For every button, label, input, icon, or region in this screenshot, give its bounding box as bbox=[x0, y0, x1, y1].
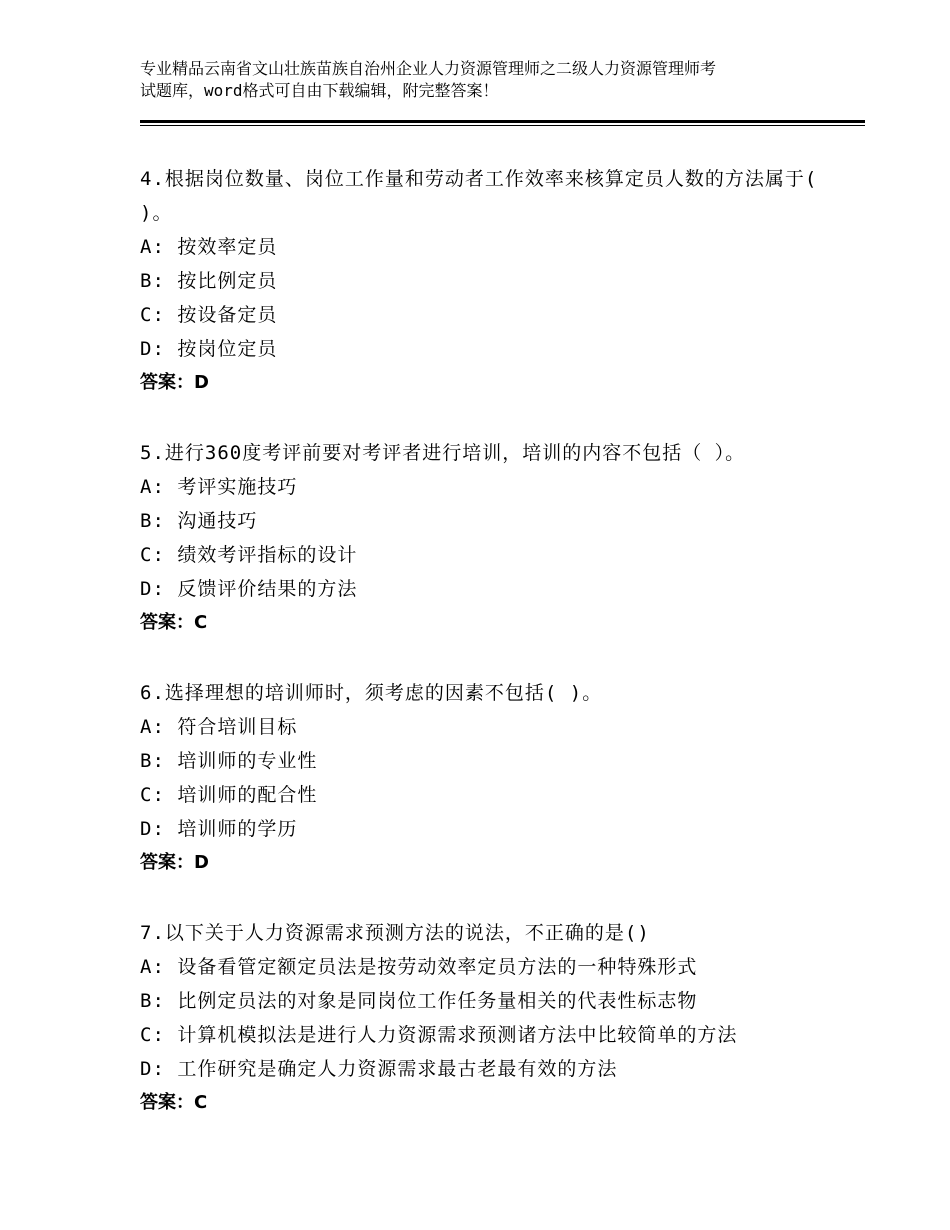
option-c: C: 计算机模拟法是进行人力资源需求预测诸方法中比较简单的方法 bbox=[140, 1024, 738, 1046]
question-7 bbox=[140, 916, 840, 1120]
answer-text: 答案：C bbox=[140, 612, 208, 633]
question-stem: 7.以下关于人力资源需求预测方法的说法，不正确的是() bbox=[140, 922, 650, 944]
option-a: A: 符合培训目标 bbox=[140, 716, 298, 738]
header-line-2: 试题库，word格式可自由下载编辑，附完整答案！ bbox=[140, 81, 499, 100]
option-c: C: 按设备定员 bbox=[140, 304, 278, 326]
answer-text: 答案：D bbox=[140, 372, 209, 393]
question-4 bbox=[140, 162, 840, 400]
option-d: D: 培训师的学历 bbox=[140, 818, 298, 840]
document-header bbox=[140, 58, 840, 102]
question-stem: 6.选择理想的培训师时，须考虑的因素不包括( )。 bbox=[140, 682, 603, 704]
option-b: B: 沟通技巧 bbox=[140, 510, 258, 532]
option-a: A: 考评实施技巧 bbox=[140, 476, 298, 498]
question-5 bbox=[140, 436, 840, 640]
option-d: D: 工作研究是确定人力资源需求最古老最有效的方法 bbox=[140, 1058, 618, 1080]
option-b: B: 比例定员法的对象是同岗位工作任务量相关的代表性标志物 bbox=[140, 990, 698, 1012]
header-line-1: 专业精品云南省文山壮族苗族自治州企业人力资源管理师之二级人力资源管理师考 bbox=[140, 59, 717, 78]
header-rule-thick bbox=[140, 120, 865, 123]
answer-text: 答案：D bbox=[140, 852, 209, 873]
question-stem: 5.进行360度考评前要对考评者进行培训，培训的内容不包括（ ）。 bbox=[140, 442, 746, 464]
question-stem: 4.根据岗位数量、岗位工作量和劳动者工作效率来核算定员人数的方法属于( )。 bbox=[140, 168, 830, 224]
option-b: B: 按比例定员 bbox=[140, 270, 278, 292]
question-list bbox=[140, 162, 840, 1156]
option-d: D: 按岗位定员 bbox=[140, 338, 278, 360]
option-c: C: 绩效考评指标的设计 bbox=[140, 544, 358, 566]
option-a: A: 设备看管定额定员法是按劳动效率定员方法的一种特殊形式 bbox=[140, 956, 698, 978]
header-rule-thin bbox=[140, 125, 865, 126]
option-d: D: 反馈评价结果的方法 bbox=[140, 578, 358, 600]
option-b: B: 培训师的专业性 bbox=[140, 750, 318, 772]
option-a: A: 按效率定员 bbox=[140, 236, 278, 258]
question-6 bbox=[140, 676, 840, 880]
answer-text: 答案：C bbox=[140, 1092, 208, 1113]
option-c: C: 培训师的配合性 bbox=[140, 784, 318, 806]
